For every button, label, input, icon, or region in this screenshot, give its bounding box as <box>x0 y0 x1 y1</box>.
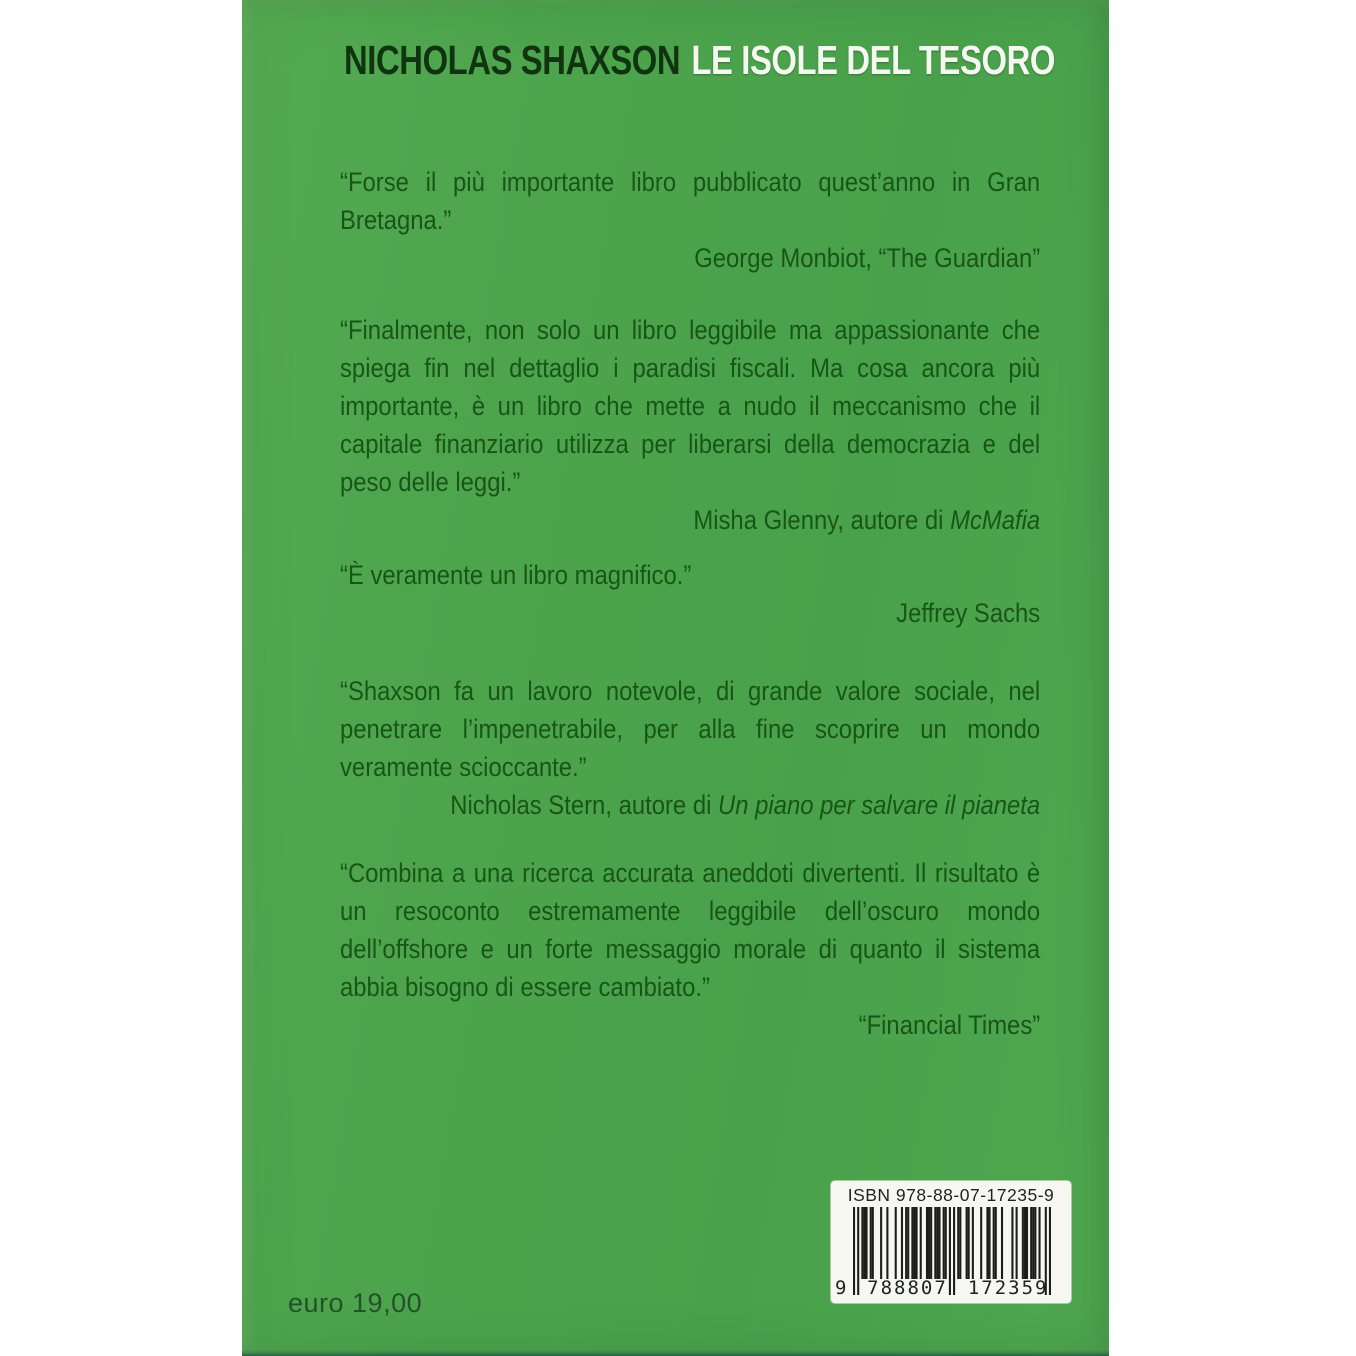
barcode-digits-group1: 788807 <box>867 1277 948 1299</box>
quote-attribution <box>340 501 1040 539</box>
book-back-cover <box>242 0 1109 1356</box>
ean13-barcode <box>835 1207 1061 1299</box>
barcode-digit-left: 9 <box>835 1277 847 1299</box>
attribution-text: Jeffrey Sachs <box>896 598 1041 628</box>
book-title: LE ISOLE DEL TESORO <box>691 37 1055 83</box>
isbn-label: ISBN 978-88-07-17235-9 <box>847 1185 1055 1205</box>
quote-text: “Shaxson fa un lavoro notevole, di grande valore sociale, nel penetrare l’impenetrabile, per alla fine scoprire un mondo veramente scioccante.” <box>340 676 1041 782</box>
barcode-digits-group2: 172359 <box>967 1277 1049 1299</box>
quote-sachs <box>340 556 1040 632</box>
quote-text: “È veramente un libro magnifico.” <box>340 560 692 590</box>
attribution-text: Nicholas Stern, autore di <box>450 790 719 820</box>
attribution-text: “Financial Times” <box>858 1010 1041 1040</box>
attribution-work-title: McMafia <box>950 505 1041 535</box>
title-row <box>344 37 1055 83</box>
attribution-text: Misha Glenny, autore di <box>693 505 951 535</box>
cover-bottom-edge <box>242 1350 1109 1356</box>
scan-margin-left <box>0 0 242 1356</box>
quote-text: “Forse il più importante libro pubblicato quest’anno in Gran Bretagna.” <box>340 167 1041 235</box>
attribution-work-title: Un piano per salvare il pianeta <box>718 790 1041 820</box>
quote-financial-times <box>340 854 1040 1044</box>
author-name: NICHOLAS SHAXSON <box>344 37 681 83</box>
quote-stern <box>340 672 1040 824</box>
attribution-text: George Monbiot, “The Guardian” <box>694 243 1041 273</box>
quote-monbiot <box>340 163 1040 277</box>
quote-text: “Combina a una ricerca accurata aneddoti divertenti. Il risultato è un resoconto estremamente leggibile dell’oscuro mondo dell’offshore e un forte messaggio morale di quanto il sistema abbia bisogno di essere cambiato.” <box>340 858 1041 1002</box>
price-label: euro 19,00 <box>288 1288 423 1318</box>
quote-attribution <box>340 786 1040 824</box>
quote-attribution <box>340 594 1040 632</box>
quote-glenny <box>340 311 1040 539</box>
quote-attribution <box>340 239 1040 277</box>
quote-text: “Finalmente, non solo un libro leggibile ma appassionante che spiega fin nel dettaglio i paradisi fiscali. Ma cosa ancora più importante, è un libro che mette a nudo il meccanismo che il capitale finanziario utilizza per liberarsi della democrazia e del peso delle leggi.” <box>340 315 1041 497</box>
scan-margin-right <box>1109 0 1356 1356</box>
quote-attribution <box>340 1006 1040 1044</box>
isbn-barcode-box <box>831 1181 1071 1303</box>
